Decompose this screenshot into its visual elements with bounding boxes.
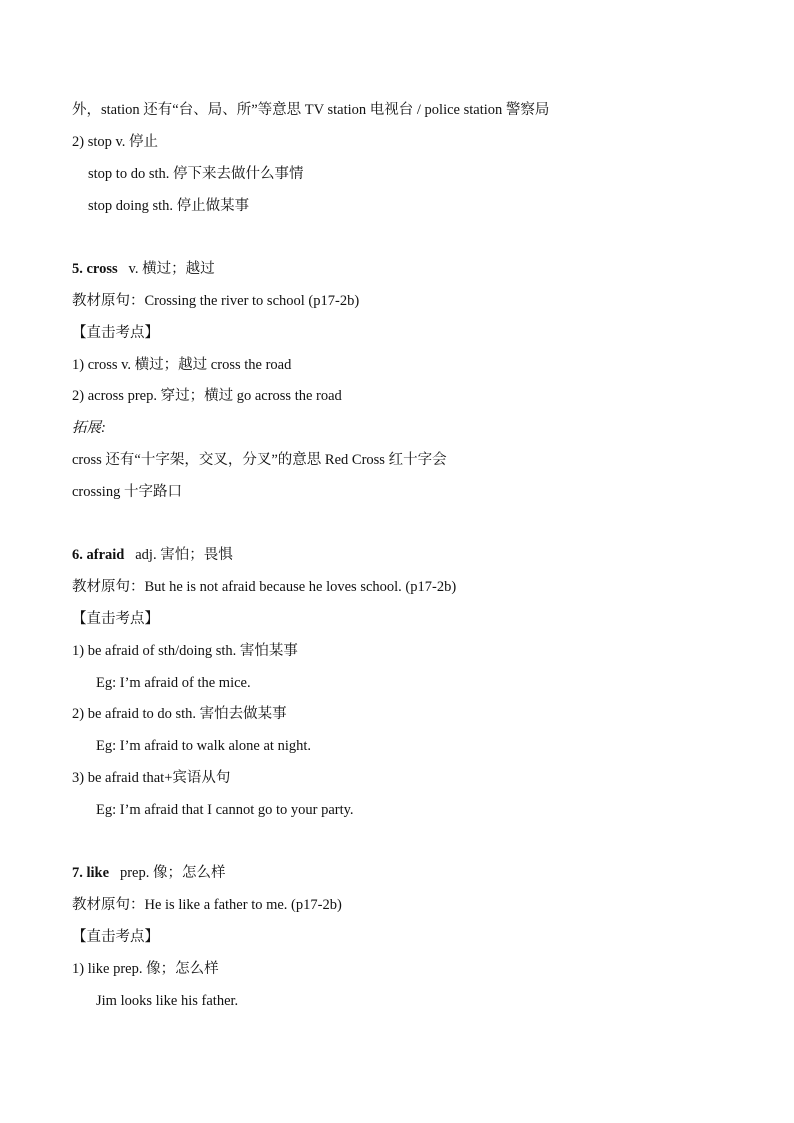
entry-afraid-word: 6. afraid — [72, 547, 125, 563]
entry-like-heading — [72, 863, 225, 883]
afraid-point-2: 2) be afraid to do sth. 害怕去做某事 — [72, 706, 287, 722]
entry-cross-meaning: v. 横过；越过 — [128, 261, 215, 277]
afraid-example-2: Eg: I’m afraid to walk alone at night. — [96, 738, 312, 754]
cross-extension-line: cross 还有“十字架，交叉，分叉”的意思 Red Cross 红十字会 — [72, 452, 447, 468]
cross-textbook-sentence: 教材原句：Crossing the river to school (p17-2b) — [72, 293, 360, 309]
entry-like-meaning: prep. 像；怎么样 — [119, 865, 226, 881]
like-point-1: 1) like prep. 像；怎么样 — [72, 961, 219, 977]
like-example-1: Jim looks like his father. — [96, 993, 239, 1009]
stop-definition: 2) stop v. 停止 — [72, 134, 159, 150]
stop-doing-phrase: stop doing sth. 停止做某事 — [88, 198, 250, 214]
entry-cross-heading — [72, 259, 215, 279]
cross-key-points-heading: 【直击考点】 — [72, 325, 159, 341]
cross-point-1: 1) cross v. 横过；越过 cross the road — [72, 357, 292, 373]
entry-afraid-heading — [72, 545, 233, 565]
station-meaning-line: 外，station 还有“台、局、所”等意思 TV station 电视台 / police station 警察局 — [72, 102, 550, 118]
entry-cross-word: 5. cross — [72, 261, 118, 277]
stop-to-do-phrase: stop to do sth. 停下来去做什么事情 — [88, 166, 304, 182]
cross-point-2: 2) across prep. 穿过；横过 go across the road — [72, 388, 342, 404]
afraid-textbook-sentence: 教材原句：But he is not afraid because he loves school. (p17-2b) — [72, 579, 457, 595]
extension-label: 拓展: — [72, 420, 106, 436]
entry-afraid-meaning: adj. 害怕；畏惧 — [135, 547, 233, 563]
afraid-example-1: Eg: I’m afraid of the mice. — [96, 675, 251, 691]
entry-like-word: 7. like — [72, 865, 110, 881]
afraid-point-1: 1) be afraid of sth/doing sth. 害怕某事 — [72, 643, 298, 659]
crossing-line: crossing 十字路口 — [72, 484, 182, 500]
afraid-example-3: Eg: I’m afraid that I cannot go to your party. — [96, 802, 354, 818]
afraid-point-3: 3) be afraid that+宾语从句 — [72, 770, 231, 786]
afraid-key-points-heading: 【直击考点】 — [72, 611, 159, 627]
like-key-points-heading: 【直击考点】 — [72, 929, 159, 945]
like-textbook-sentence: 教材原句：He is like a father to me. (p17-2b) — [72, 897, 342, 913]
